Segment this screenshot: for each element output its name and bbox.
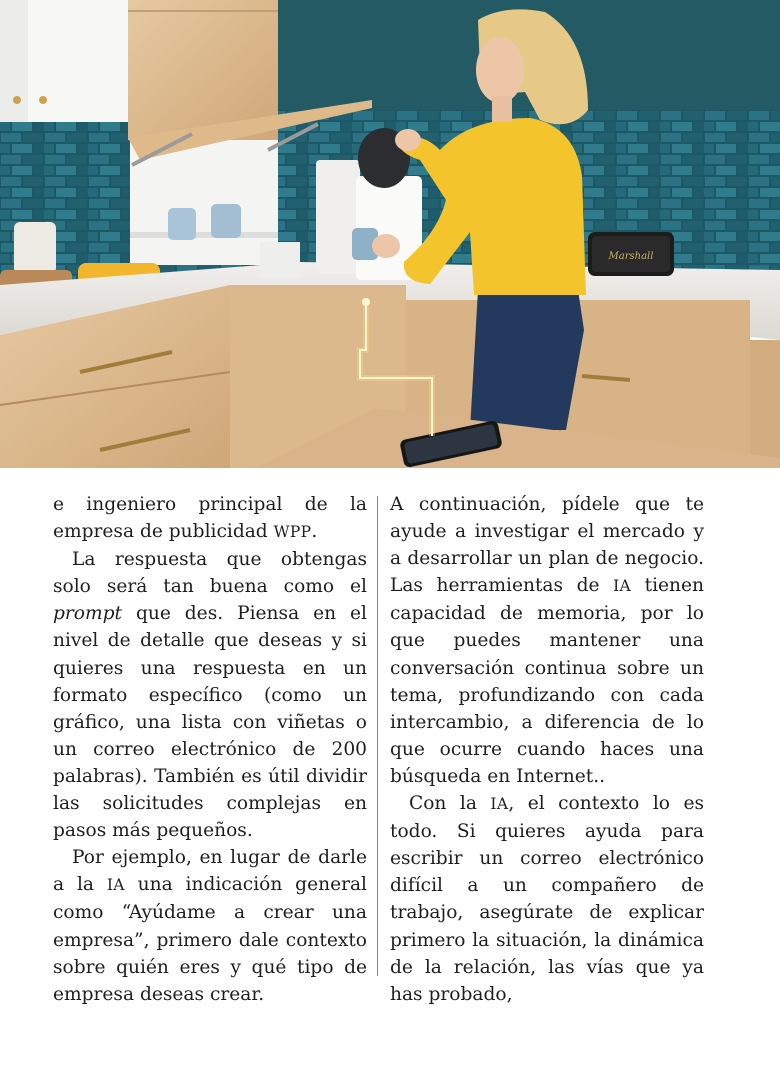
text-run: La respuesta que obtengas solo será tan buena como el — [53, 549, 367, 598]
kitchen-photo — [0, 0, 780, 468]
text-run: , el contexto lo es todo. Si quieres ayuda para escribir un correo electrónico difícil a un compañero de trabajo, asegúrate de explicar primero la situación, la dinámica de la relación, las vías que ya has probado, — [390, 793, 704, 1005]
text-run: A continuación, pídele que te ayude a investigar el mercado y a desarrollar un plan de negocio. Las herramientas de — [390, 494, 704, 597]
paragraph — [390, 491, 704, 790]
paragraph — [53, 546, 367, 844]
column-divider — [377, 496, 378, 976]
text-run: que des. Piensa en el nivel de detalle que deseas y si quieres una respuesta en un formato específico (como un gráfico, una lista con viñetas o un correo electrónico de 200 palabras). También es útil dividir las solicitudes complejas en pasos más pequeños. — [53, 603, 367, 842]
paragraph — [53, 491, 367, 546]
paragraph — [53, 844, 367, 1008]
article-column-right — [390, 491, 704, 1008]
speaker-brand: Marshall — [608, 251, 654, 262]
acronym: WPP — [273, 523, 312, 542]
acronym: IA — [106, 876, 125, 895]
article-column-left — [53, 491, 367, 1008]
paragraph — [390, 790, 704, 1008]
text-run: . — [311, 521, 318, 543]
acronym: IA — [490, 795, 509, 814]
acronym: IA — [613, 577, 632, 596]
text-run: Por ejemplo, en lugar de darle a la — [53, 847, 367, 896]
text-run: Con la — [409, 793, 491, 815]
text-run: tienen capacidad de memoria, por lo que puedes mantener una conversación continua sobre un tema, profundizando con cada intercambio, a diferencia de lo que ocurre cuando haces una búsqueda en Internet.. — [390, 575, 704, 787]
text-run: e ingeniero principal de la empresa de publicidad — [53, 494, 367, 543]
text-run: una indicación general como “Ayúdame a crear una empresa”, primero dale contexto sobre quién eres y qué tipo de empresa deseas crear. — [53, 874, 367, 1005]
italic-term: prompt — [53, 603, 122, 625]
